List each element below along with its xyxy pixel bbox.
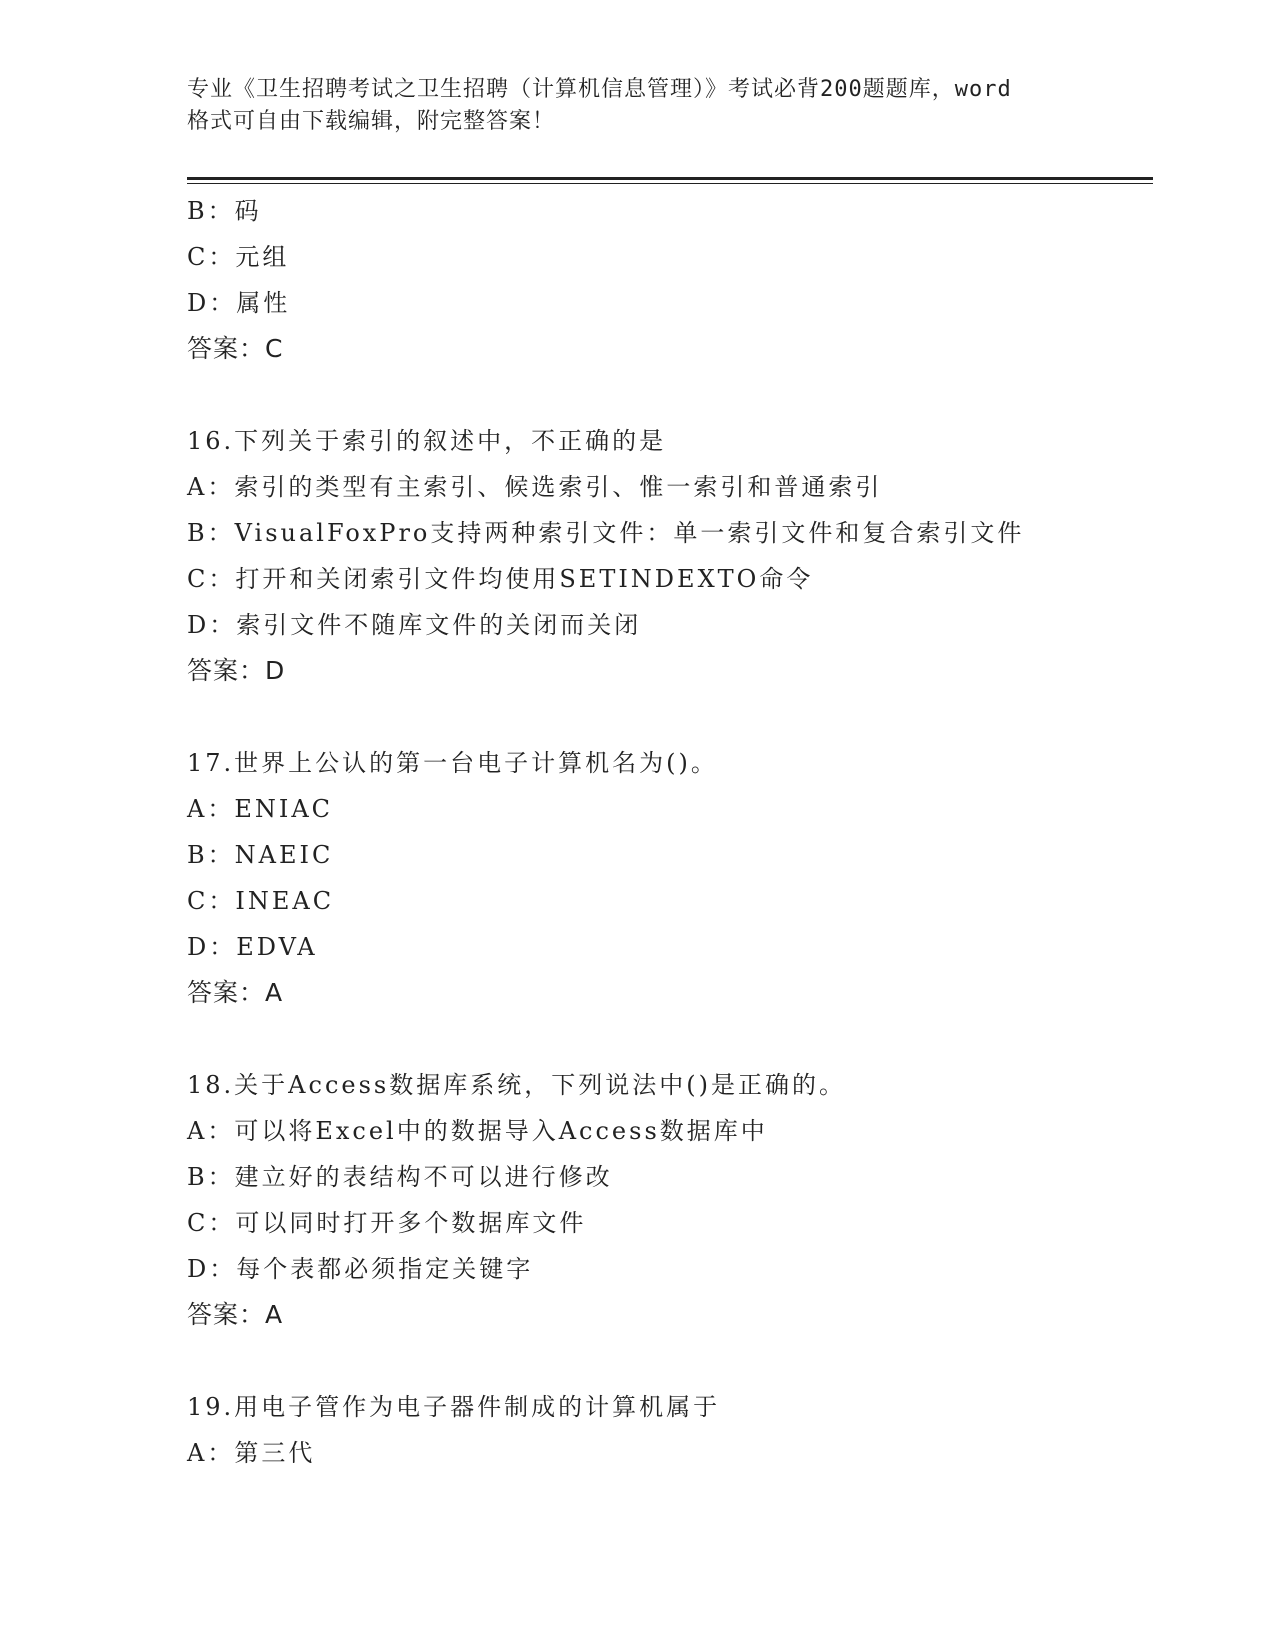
question-19 bbox=[187, 1384, 1147, 1476]
question-spacer bbox=[187, 372, 1147, 418]
header-line-1: 专业《卫生招聘考试之卫生招聘（计算机信息管理）》考试必背200题题库，word bbox=[187, 77, 1012, 102]
option-a: A：可以将Excel中的数据导入Access数据库中 bbox=[187, 1117, 768, 1145]
header-divider-thick bbox=[187, 177, 1153, 180]
question-list bbox=[187, 188, 1147, 1476]
header-divider-thin bbox=[187, 183, 1153, 184]
option-b: B：码 bbox=[187, 197, 262, 225]
option-c: C：元组 bbox=[187, 243, 290, 271]
header-line-2: 格式可自由下载编辑，附完整答案！ bbox=[187, 109, 556, 134]
option-b: B：建立好的表结构不可以进行修改 bbox=[187, 1163, 613, 1191]
question-spacer bbox=[187, 1016, 1147, 1062]
option-a: A：ENIAC bbox=[187, 795, 334, 823]
answer-line: 答案：A bbox=[187, 978, 284, 1007]
option-d: D：每个表都必须指定关键字 bbox=[187, 1255, 534, 1283]
option-a: A：第三代 bbox=[187, 1439, 316, 1467]
answer-line: 答案：D bbox=[187, 656, 286, 685]
option-b: B：VisualFoxPro支持两种索引文件：单一索引文件和复合索引文件 bbox=[187, 519, 1025, 547]
answer-line: 答案：C bbox=[187, 334, 284, 363]
option-c: C：打开和关闭索引文件均使用SETINDEXTO命令 bbox=[187, 565, 814, 593]
option-b: B：NAEIC bbox=[187, 841, 334, 869]
document-header bbox=[187, 74, 1087, 138]
question-18 bbox=[187, 1062, 1147, 1338]
option-c: C：可以同时打开多个数据库文件 bbox=[187, 1209, 587, 1237]
question-stem: 18.关于Access数据库系统，下列说法中()是正确的。 bbox=[187, 1071, 846, 1099]
question-16 bbox=[187, 418, 1147, 694]
question-stem: 17.世界上公认的第一台电子计算机名为()。 bbox=[187, 749, 718, 777]
option-d: D：EDVA bbox=[187, 933, 318, 961]
option-d: D：索引文件不随库文件的关闭而关闭 bbox=[187, 611, 642, 639]
question-17 bbox=[187, 740, 1147, 1016]
question-spacer bbox=[187, 1338, 1147, 1384]
option-a: A：索引的类型有主索引、候选索引、惟一索引和普通索引 bbox=[187, 473, 883, 501]
question-stem: 19.用电子管作为电子器件制成的计算机属于 bbox=[187, 1393, 721, 1421]
question-spacer bbox=[187, 694, 1147, 740]
option-d: D：属性 bbox=[187, 289, 291, 317]
option-c: C：INEAC bbox=[187, 887, 335, 915]
answer-line: 答案：A bbox=[187, 1300, 284, 1329]
question-stem: 16.下列关于索引的叙述中，不正确的是 bbox=[187, 427, 667, 455]
question-15-continued bbox=[187, 188, 1147, 372]
